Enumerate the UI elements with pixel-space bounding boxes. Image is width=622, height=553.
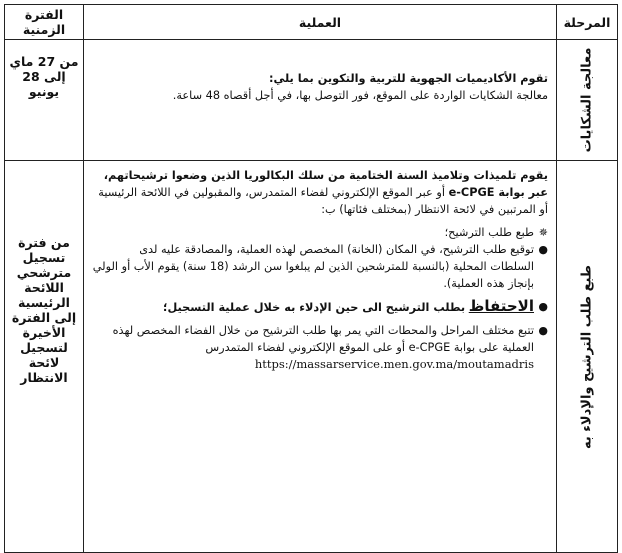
period-line: اللائحة (24, 280, 64, 295)
operation-cell (84, 40, 557, 161)
period-line: مترشحي (16, 265, 72, 280)
period-line: من 27 ماي (9, 54, 79, 69)
operation-intro-rest: أو عبر الموقع الإلكتروني لفضاء المتمدرس، والمقبولين في اللائحة الرئيسية أو المرتبين في لائحة الانتظار (بمختلف فئاتها) ب: (98, 186, 548, 216)
keep-keyword: الاحتفاظ (468, 297, 534, 315)
list-item-text: توقيع طلب الترشيح، في المكان (الخانة) المخصص لهذه العملية، والمصادقة عليه لدى السلطات المحلية (بالنسبة للمترشحين الذين لم يبلغوا سن الرشد (18 سنة) يقوم الأب أو الولي بإنجاز هذه العملية). (92, 243, 534, 290)
list-item-text: بطلب الترشيح الى حين الإدلاء به خلال عملية التسجيل؛ (162, 301, 466, 314)
period-line: الرئيسية (18, 295, 70, 310)
star-bullet-icon: ✵ (538, 226, 548, 239)
list-item (92, 322, 548, 373)
period-line: إلى 28 (22, 69, 66, 84)
header-operation: العملية (84, 5, 557, 40)
period-line: لتسجيل (20, 340, 68, 355)
list-item-text: طبع طلب الترشيح؛ (444, 226, 534, 239)
dot-bullet-icon: ● (538, 324, 548, 337)
list-item-text: تتبع مختلف المراحل والمحطات التي يمر بها طلب الترشيح من خلال الفضاء المخصص لهذه العملية على بوابة e-CPGE أو على الموقع الإلكتروني لفضاء المتمدرس (112, 324, 534, 354)
list-item (92, 297, 548, 316)
header-stage: المرحلة (557, 5, 618, 40)
procedure-table (4, 4, 618, 553)
period-line: من فترة (18, 235, 70, 250)
period-line: يونيو (28, 84, 60, 99)
moutamadris-link[interactable]: https://massarservice.men.gov.ma/moutamadris (254, 357, 534, 371)
header-period-line1: الفترة (24, 7, 64, 22)
operation-text: معالجة الشكايات الواردة على الموقع، فور التوصل بها، في أجل أقصاه 48 ساعة. (172, 89, 548, 102)
operation-intro (92, 167, 548, 218)
header-period (5, 5, 84, 40)
header-period-line2: الزمنية (22, 22, 66, 37)
period-line: الانتظار (20, 370, 68, 385)
operation-intro-bold: يقوم تلميذات وتلاميذ السنة الختامية من سلك البكالوريا الذين وضعوا ترشيحاتهم، عبر بوابة e-CPGE (103, 169, 548, 199)
period-cell (5, 161, 84, 553)
table-row (5, 40, 618, 161)
operation-cell (84, 161, 557, 553)
period-line: إلى الفترة (11, 310, 77, 325)
stage-cell (557, 40, 618, 161)
period-line: لائحة (28, 355, 60, 370)
dot-bullet-icon: ● (538, 243, 548, 256)
stage-cell (557, 161, 618, 553)
operation-title: تقوم الأكاديميات الجهوية للتربية والتكوين بما يلي: (269, 72, 548, 85)
period-cell (5, 40, 84, 161)
dot-bullet-icon: ● (538, 300, 548, 313)
stage-label: معالجة الشكايات (579, 47, 595, 153)
list-item (92, 224, 548, 241)
list-item (92, 241, 548, 292)
table-header-row (5, 5, 618, 40)
stage-label: طبع طلب الترشيح والإدلاء به (579, 264, 595, 449)
period-line: تسجيل (22, 250, 66, 265)
table-row (5, 161, 618, 553)
period-line: الأخيرة (22, 325, 66, 340)
